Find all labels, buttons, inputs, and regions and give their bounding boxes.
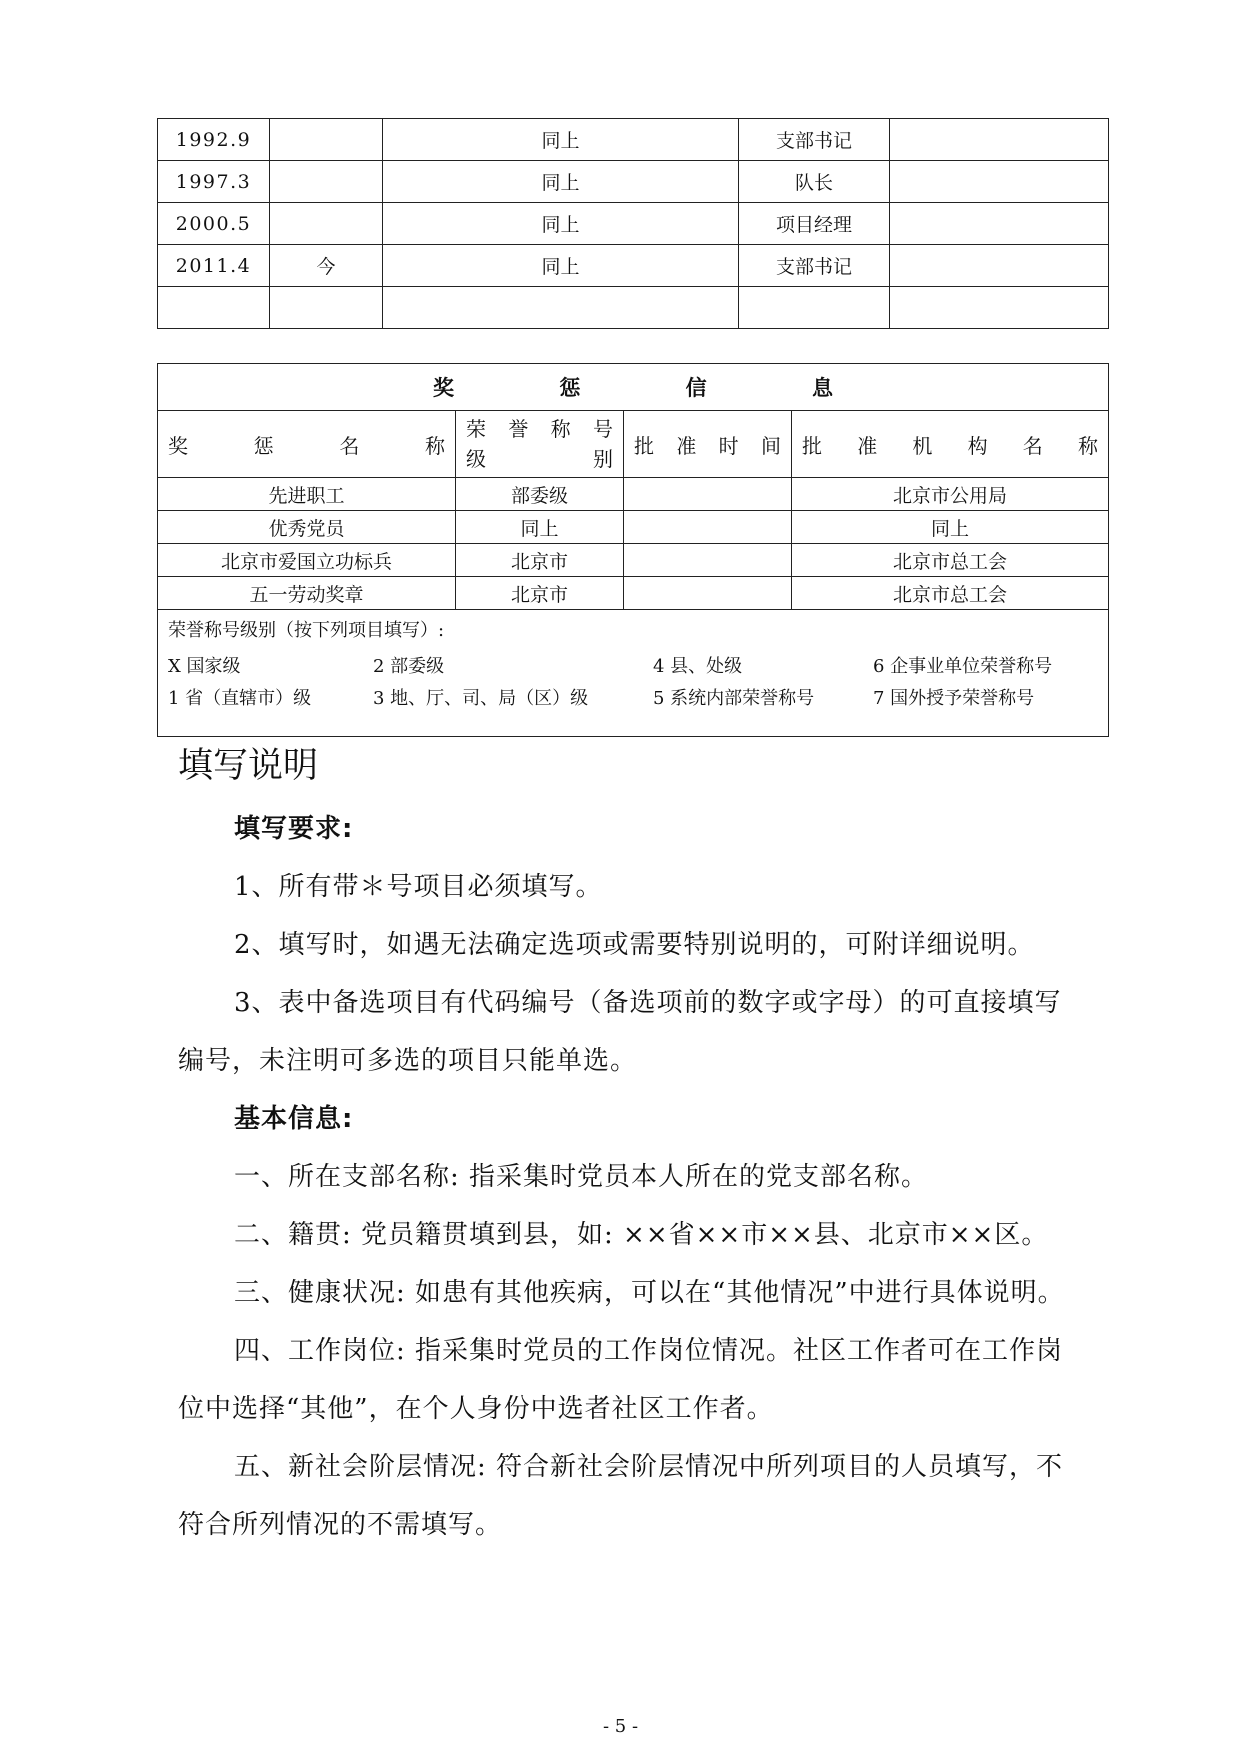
award-name-cell: 五一劳动奖章 xyxy=(158,577,456,610)
approval-time-cell xyxy=(624,577,792,610)
approval-org-header: 批 准 机 构 名 称 xyxy=(792,411,1109,478)
legend-item: 2 部委级 xyxy=(373,656,445,677)
page-number: - 5 - xyxy=(602,1716,639,1737)
instructions-body xyxy=(178,800,1078,1554)
legend-heading: 荣誉称号级别（按下列项目填写）: xyxy=(168,620,445,641)
legend-item: 3 地、厅、司、局（区）级 xyxy=(373,688,589,709)
start-date-cell xyxy=(158,287,270,329)
note-cell xyxy=(890,287,1109,329)
award-name-header: 奖 惩 名 称 xyxy=(158,411,456,478)
note-cell xyxy=(890,203,1109,245)
end-date-cell xyxy=(270,287,383,329)
start-date-cell: 1997.3 xyxy=(158,161,270,203)
requirement-item: 3、表中备选项目有代码编号（备选项前的数字或字母）的可直接填写编号，未注明可多选的项目只能单选。 xyxy=(178,988,1062,1076)
legend-item: 5 系统内部荣誉称号 xyxy=(653,688,815,709)
honor-level-cell: 北京市 xyxy=(456,544,624,577)
table-row xyxy=(158,203,1109,245)
basic-info-item: 二、籍贯: 党员籍贯填到县，如: ××省××市××县、北京市××区。 xyxy=(234,1220,1049,1250)
work-history-table xyxy=(157,118,1109,329)
note-cell xyxy=(890,245,1109,287)
note-cell xyxy=(890,161,1109,203)
table-row xyxy=(158,245,1109,287)
note-cell xyxy=(890,119,1109,161)
honor-level-header: 荣 誉 称 号 级 别 xyxy=(456,411,624,478)
start-date-cell: 1992.9 xyxy=(158,119,270,161)
basic-info-item: 五、新社会阶层情况: 符合新社会阶层情况中所列项目的人员填写，不符合所列情况的不需填写。 xyxy=(178,1452,1064,1540)
legend-item: 4 县、处级 xyxy=(653,656,743,677)
awards-table-title: 奖 惩 信 息 xyxy=(158,364,1109,411)
legend-item: 6 企事业单位荣誉称号 xyxy=(873,656,1053,677)
end-date-cell: 今 xyxy=(270,245,383,287)
unit-cell: 同上 xyxy=(383,119,739,161)
honor-level-cell: 同上 xyxy=(456,511,624,544)
approval-time-cell xyxy=(624,478,792,511)
award-name-cell: 北京市爱国立功标兵 xyxy=(158,544,456,577)
legend-item: X 国家级 xyxy=(168,656,241,677)
table-row xyxy=(158,287,1109,329)
awards-header-row xyxy=(158,411,1109,478)
honor-level-cell: 北京市 xyxy=(456,577,624,610)
honor-level-legend xyxy=(158,610,1109,737)
approval-org-cell: 同上 xyxy=(792,511,1109,544)
position-cell: 项目经理 xyxy=(739,203,890,245)
approval-org-cell: 北京市公用局 xyxy=(792,478,1109,511)
unit-cell: 同上 xyxy=(383,245,739,287)
basic-info-item: 三、健康状况: 如患有其他疾病，可以在“其他情况”中进行具体说明。 xyxy=(234,1278,1065,1308)
start-date-cell: 2011.4 xyxy=(158,245,270,287)
basic-info-item: 一、所在支部名称: 指采集时党员本人所在的党支部名称。 xyxy=(234,1162,929,1192)
honor-level-cell: 部委级 xyxy=(456,478,624,511)
approval-org-cell: 北京市总工会 xyxy=(792,544,1109,577)
end-date-cell xyxy=(270,161,383,203)
approval-time-cell xyxy=(624,544,792,577)
approval-org-cell: 北京市总工会 xyxy=(792,577,1109,610)
table-row xyxy=(158,577,1109,610)
table-row xyxy=(158,478,1109,511)
awards-table xyxy=(157,363,1109,737)
requirement-item: 2、填写时，如遇无法确定选项或需要特别说明的，可附详细说明。 xyxy=(234,930,1035,960)
unit-cell: 同上 xyxy=(383,161,739,203)
start-date-cell: 2000.5 xyxy=(158,203,270,245)
table-row xyxy=(158,511,1109,544)
end-date-cell xyxy=(270,203,383,245)
table-row xyxy=(158,544,1109,577)
table-row xyxy=(158,161,1109,203)
requirement-item: 1、所有带＊号项目必须填写。 xyxy=(234,872,603,902)
position-cell xyxy=(739,287,890,329)
table-row xyxy=(158,119,1109,161)
unit-cell xyxy=(383,287,739,329)
instructions-title: 填写说明 xyxy=(178,746,319,786)
legend-items xyxy=(168,652,1098,710)
basic-info-item: 四、工作岗位: 指采集时党员的工作岗位情况。社区工作者可在工作岗位中选择“其他”，在个人身份中选者社区工作者。 xyxy=(178,1336,1064,1424)
requirements-heading: 填写要求: xyxy=(234,814,354,844)
basic-info-heading: 基本信息: xyxy=(234,1104,354,1134)
end-date-cell xyxy=(270,119,383,161)
award-name-cell: 优秀党员 xyxy=(158,511,456,544)
position-cell: 队长 xyxy=(739,161,890,203)
legend-item: 1 省（直辖市）级 xyxy=(168,688,312,709)
position-cell: 支部书记 xyxy=(739,245,890,287)
award-name-cell: 先进职工 xyxy=(158,478,456,511)
position-cell: 支部书记 xyxy=(739,119,890,161)
unit-cell: 同上 xyxy=(383,203,739,245)
approval-time-header: 批 准 时 间 xyxy=(624,411,792,478)
legend-item: 7 国外授予荣誉称号 xyxy=(873,688,1035,709)
approval-time-cell xyxy=(624,511,792,544)
